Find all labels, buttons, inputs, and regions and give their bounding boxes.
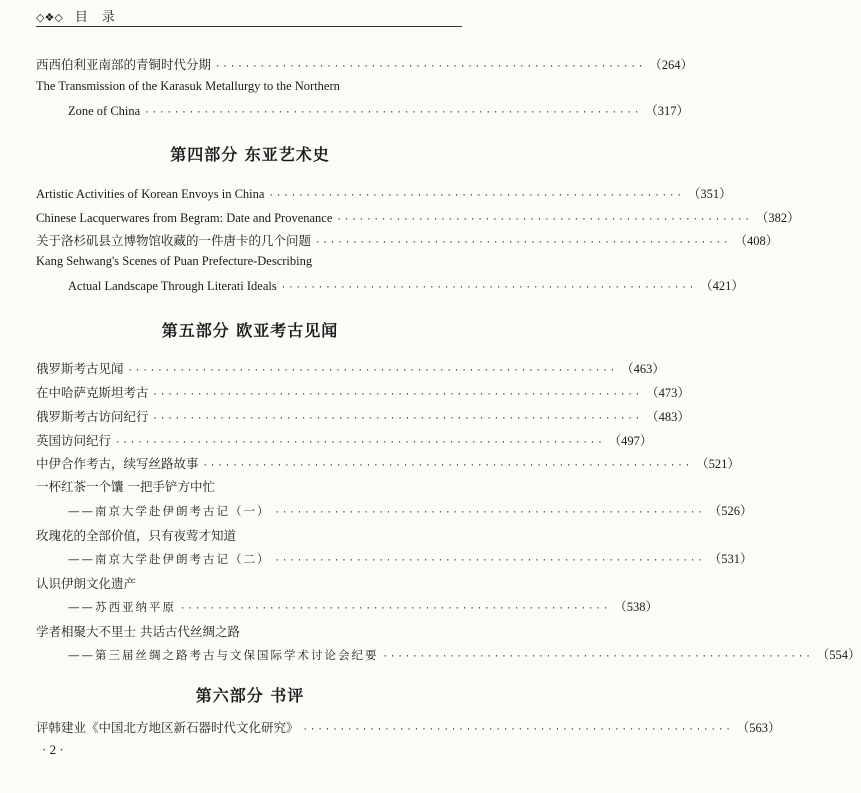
toc-entry[interactable]	[36, 718, 781, 736]
entry-title: 学者相聚大不里士 共话古代丝绸之路	[36, 624, 240, 639]
dot-leader: ························································	[280, 283, 697, 293]
toc-entry[interactable]	[36, 55, 694, 73]
toc-entry[interactable]	[68, 501, 753, 519]
dot-leader: ··································································	[115, 438, 605, 448]
entry-title: Chinese Lacquerwares from Begram: Date and Provenance	[36, 211, 333, 225]
toc-entry[interactable]	[68, 645, 861, 663]
entry-page: （497）	[608, 434, 653, 448]
entry-title: 中伊合作考古，续写丝路故事	[36, 456, 199, 471]
dot-leader: ··························································	[180, 604, 611, 614]
toc-entry[interactable]	[36, 184, 732, 202]
header-title: 目录	[74, 10, 129, 25]
dot-leader: ··························································	[274, 556, 705, 566]
toc-entry[interactable]	[36, 359, 665, 377]
part-heading: 第四部分 东亚艺术史	[170, 145, 330, 164]
entry-title: 评韩建业《中国北方地区新石器时代文化研究》	[36, 720, 299, 735]
entry-page: （538）	[614, 600, 659, 614]
toc-entry[interactable]	[36, 79, 469, 94]
toc-entry[interactable]	[36, 208, 800, 226]
toc-entry[interactable]	[36, 231, 779, 249]
dot-leader: ··································································	[127, 366, 618, 376]
dot-leader: ··························································	[382, 652, 813, 662]
dot-leader: ··································································	[152, 414, 643, 424]
toc-entry[interactable]	[68, 597, 659, 615]
toc-entry[interactable]	[36, 431, 653, 449]
entry-page: （526）	[708, 504, 753, 518]
toc-entry[interactable]	[36, 454, 740, 472]
part-heading: 第五部分 欧亚考古见闻	[161, 321, 339, 340]
entry-title: Zone of China	[68, 104, 141, 118]
toc-entry[interactable]	[68, 101, 690, 119]
entry-title: 俄罗斯考古访问纪行	[36, 409, 149, 424]
dot-leader: ··································································	[202, 461, 693, 471]
toc-entry[interactable]	[36, 407, 690, 425]
dot-leader: ···································································	[144, 108, 642, 118]
toc-entry[interactable]	[68, 549, 753, 567]
entry-title: 一杯红茶一个馕 一把手铲方中忙	[36, 479, 215, 494]
entry-title: 玫瑰花的全部价值，只有夜莺才知道	[36, 528, 237, 543]
dot-leader: ························································	[315, 238, 731, 248]
entry-title: 西西伯利亚南部的青铜时代分期	[36, 57, 212, 72]
dot-leader: ··························································	[215, 62, 646, 72]
toc-entry[interactable]	[36, 526, 469, 544]
page-number: · 2 ·	[42, 742, 64, 757]
dot-leader: ··································································	[152, 390, 643, 400]
entry-page: （463）	[621, 362, 665, 376]
toc-entry[interactable]	[36, 477, 469, 495]
dot-leader: ························································	[268, 191, 684, 201]
entry-page: （264）	[649, 58, 694, 72]
header-rule	[36, 26, 462, 27]
dot-leader: ··························································	[274, 508, 705, 518]
entry-page: （317）	[645, 104, 690, 118]
entry-title: 在中哈萨克斯坦考古	[36, 385, 149, 400]
entry-title: Actual Landscape Through Literati Ideals	[68, 279, 277, 293]
entry-page: （563）	[736, 721, 781, 735]
entry-page: （473）	[646, 386, 690, 400]
dot-leader: ··························································	[302, 725, 733, 735]
toc-entry[interactable]	[36, 383, 690, 401]
entry-page: （382）	[755, 211, 800, 225]
entry-page: （554）	[816, 648, 861, 662]
toc-entry[interactable]	[68, 276, 744, 294]
ornament-icon: ◇❖◇	[36, 11, 63, 24]
entry-page: （421）	[700, 279, 744, 293]
toc-entry[interactable]	[36, 574, 469, 592]
entry-subtitle: ——苏西亚纳平原	[68, 600, 176, 614]
entry-title: Kang Sehwang's Scenes of Puan Prefecture-Describing	[36, 254, 313, 268]
entry-title: 关于洛杉矶县立博物馆收藏的一件唐卡的几个问题	[36, 233, 312, 248]
entry-subtitle: ——南京大学赴伊朗考古记（二）	[68, 552, 271, 566]
toc-entry[interactable]	[36, 254, 469, 269]
entry-page: （408）	[734, 234, 779, 248]
entry-page: （521）	[696, 457, 740, 471]
entry-title: 英国访问纪行	[36, 433, 112, 448]
toc-entry[interactable]	[36, 622, 469, 640]
entry-title: 认识伊朗文化遗产	[36, 576, 137, 591]
entry-subtitle: ——南京大学赴伊朗考古记（一）	[68, 504, 271, 518]
entry-title: 俄罗斯考古见闻	[36, 361, 124, 376]
entry-page: （351）	[687, 187, 732, 201]
running-header	[36, 6, 129, 25]
dot-leader: ························································	[336, 215, 752, 225]
entry-subtitle: ——第三届丝绸之路考古与文保国际学术讨论会纪要	[68, 648, 379, 662]
entry-page: （483）	[646, 410, 690, 424]
part-heading: 第六部分 书评	[195, 686, 305, 705]
entry-title: Artistic Activities of Korean Envoys in China	[36, 187, 265, 201]
entry-page: （531）	[708, 552, 753, 566]
entry-title: The Transmission of the Karasuk Metallurgy to the Northern	[36, 79, 340, 93]
